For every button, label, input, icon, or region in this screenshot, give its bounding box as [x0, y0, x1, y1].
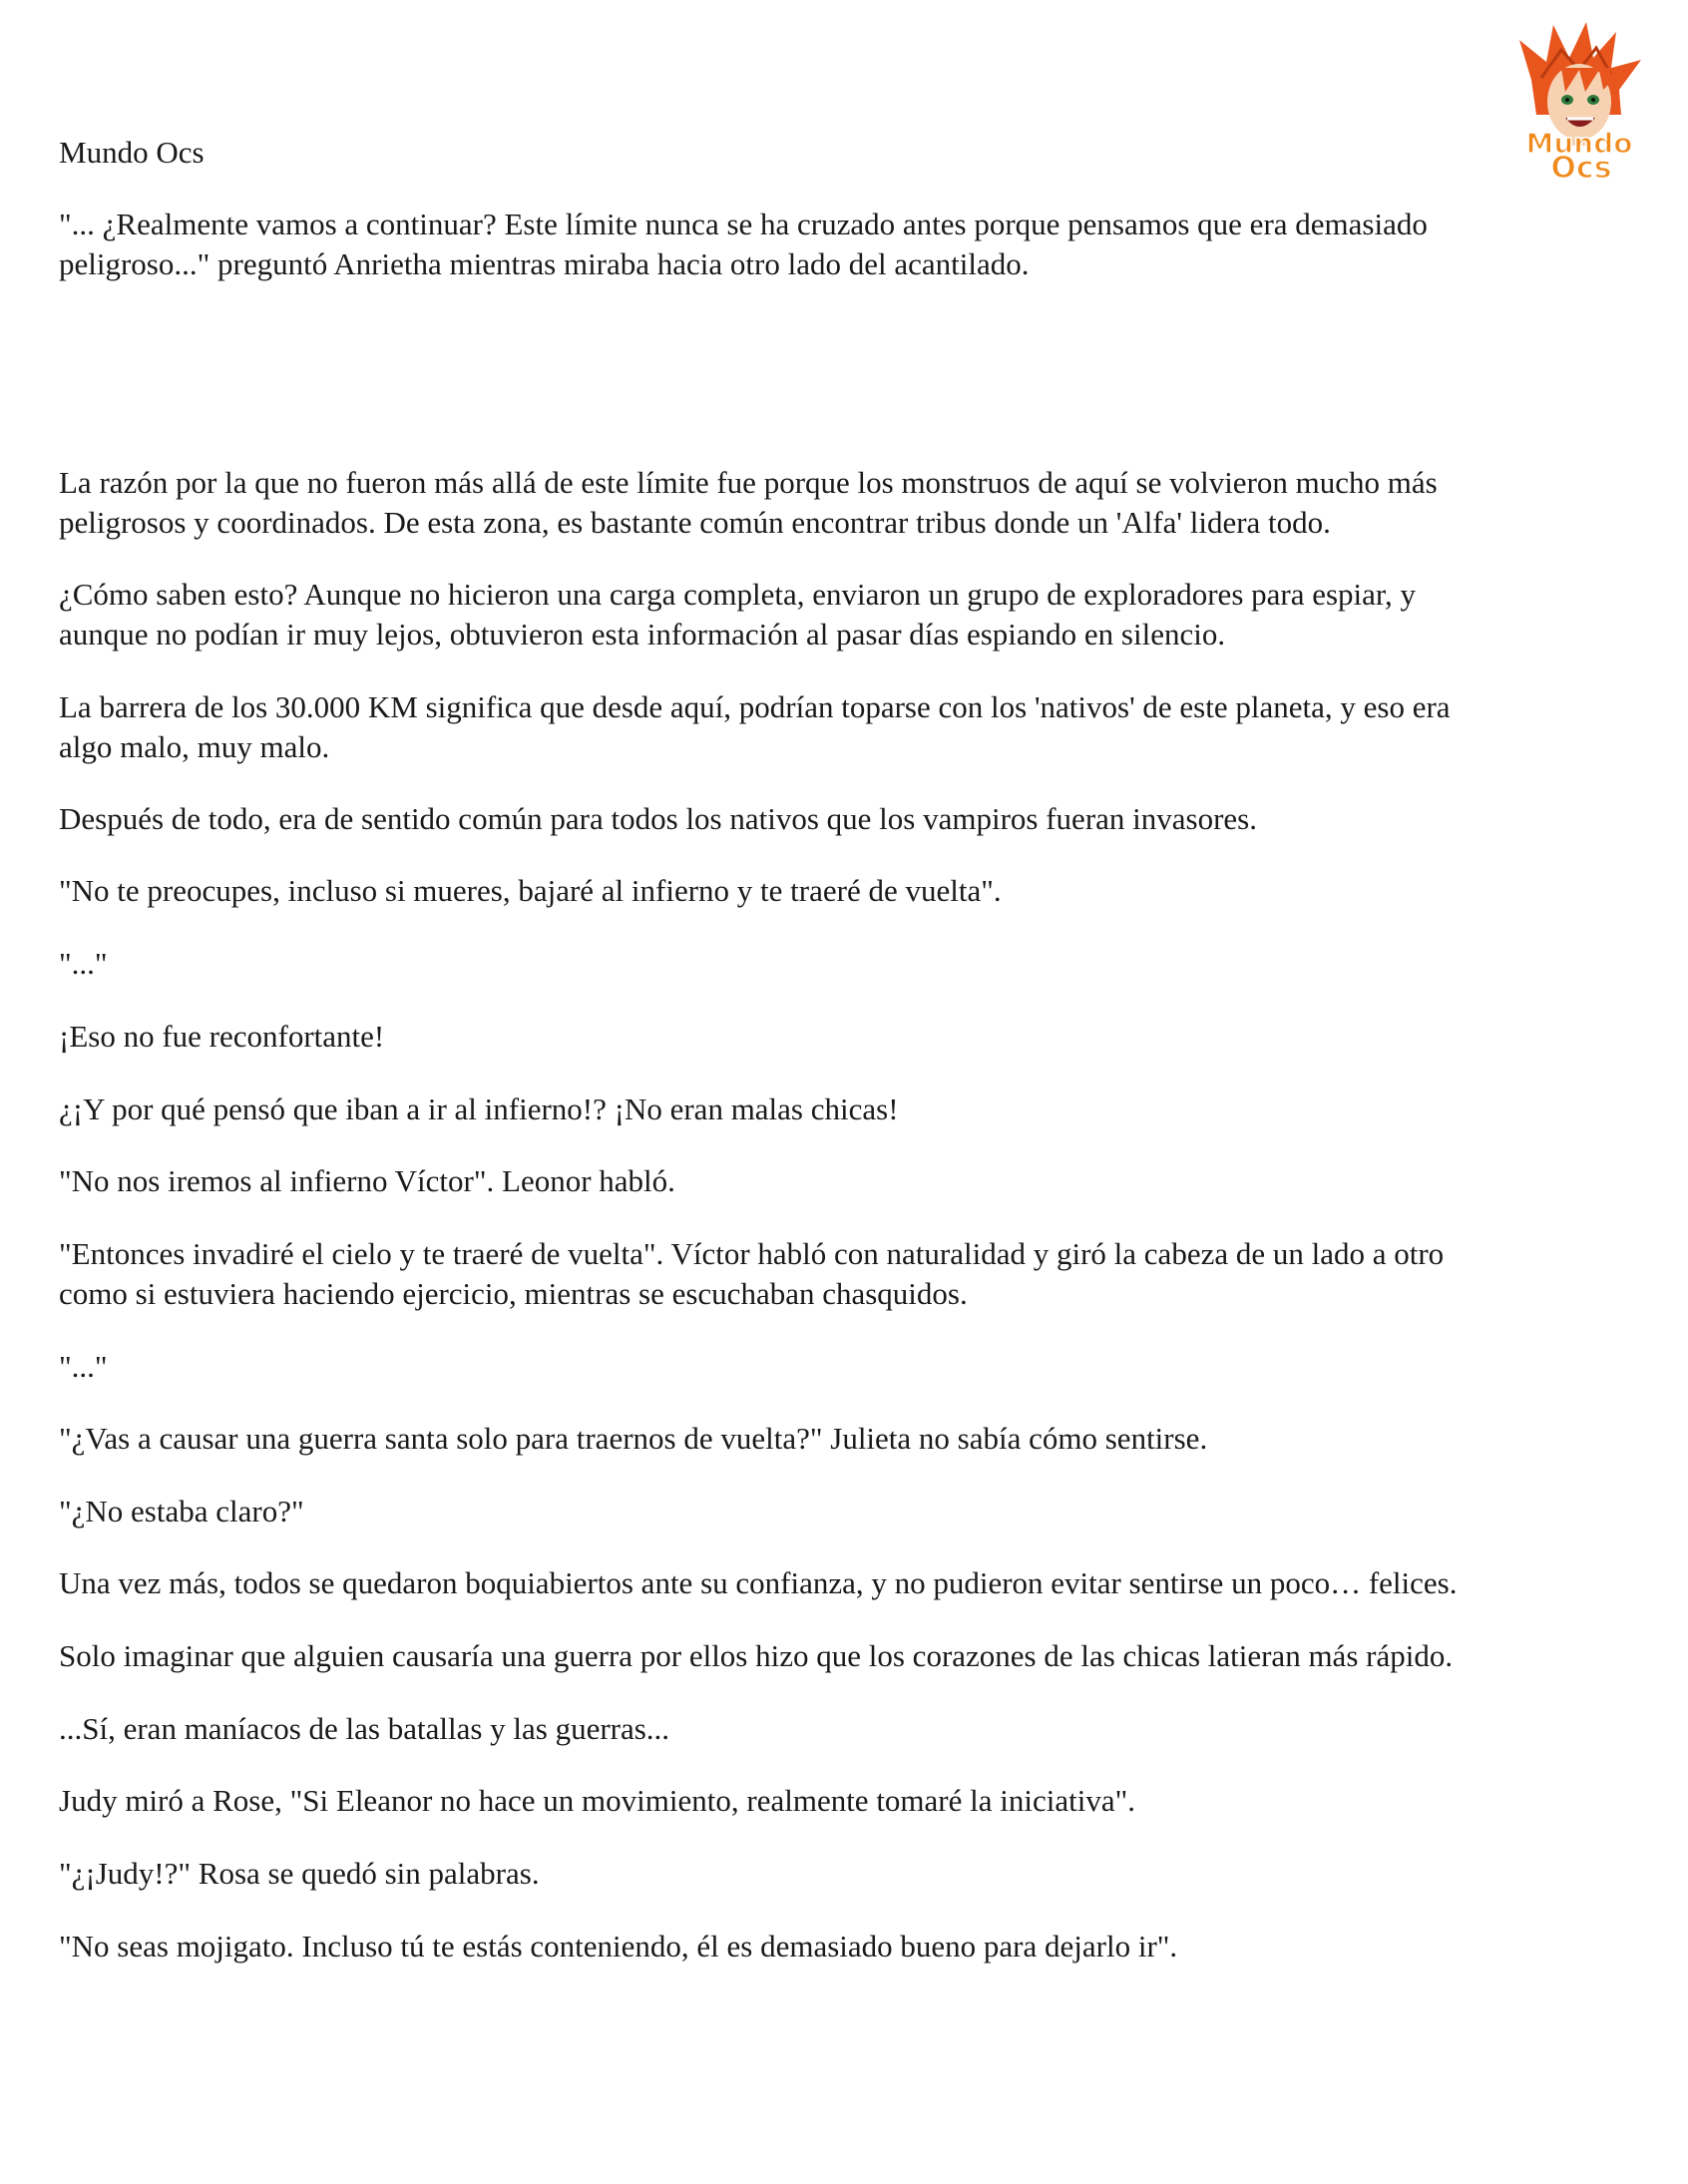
paragraph-line: "No seas mojigato. Incluso tú te estás conteniendo, él es demasiado bueno para dejarlo ir".	[59, 1929, 1178, 1964]
paragraph	[59, 575, 1645, 655]
paragraph-line: "¿¡Judy!?" Rosa se quedó sin palabras.	[59, 1856, 540, 1891]
paragraph-line: como si estuviera haciendo ejercicio, mientras se escuchaban chasquidos.	[59, 1276, 968, 1311]
paragraph	[59, 871, 1645, 911]
paragraph	[59, 687, 1645, 767]
svg-text:Ocs: Ocs	[1550, 151, 1612, 180]
paragraph-line: "..."	[59, 1349, 108, 1384]
paragraph-line: La barrera de los 30.000 KM significa que desde aquí, podrían toparse con los 'nativos' de este planeta, y eso era	[59, 689, 1451, 724]
paragraph	[59, 944, 1645, 984]
paragraph	[59, 1854, 1645, 1894]
paragraph-line: Una vez más, todos se quedaron boquiabiertos ante su confianza, y no pudieron evitar sentirse un poco… felices.	[59, 1565, 1458, 1600]
paragraph	[59, 1927, 1645, 1966]
paragraph-line: "¿No estaba claro?"	[59, 1494, 304, 1529]
paragraph-line: Después de todo, era de sentido común para todos los nativos que los vampiros fueran invasores.	[59, 801, 1257, 836]
paragraph	[59, 1636, 1645, 1676]
paragraph-line: ¿¡Y por qué pensó que iban a ir al infierno!? ¡No eran malas chicas!	[59, 1092, 899, 1126]
paragraph-line: Judy miró a Rose, "Si Eleanor no hace un movimiento, realmente tomaré la iniciativa".	[59, 1783, 1136, 1818]
paragraph-line: "Entonces invadiré el cielo y te traeré de vuelta". Víctor habló con naturalidad y giró la cabeza de un lado a otro	[59, 1236, 1445, 1271]
paragraph	[59, 1492, 1645, 1531]
paragraph	[59, 205, 1645, 284]
paragraph-line: "¿Vas a causar una guerra santa solo para traernos de vuelta?" Julieta no sabía cómo sentirse.	[59, 1421, 1208, 1456]
paragraph-line: algo malo, muy malo.	[59, 729, 330, 764]
mundo-ocs-logo	[1501, 20, 1656, 180]
paragraph-line: La razón por la que no fueron más allá de este límite fue porque los monstruos de aquí se volvieron mucho más	[59, 465, 1438, 500]
mascot-logo-icon	[1501, 20, 1656, 180]
paragraph	[59, 1347, 1645, 1387]
paragraph	[59, 1709, 1645, 1749]
paragraph	[59, 1781, 1645, 1821]
paragraph	[59, 1234, 1645, 1314]
paragraph	[59, 1161, 1645, 1201]
paragraph	[59, 1419, 1645, 1459]
paragraph-line: "No nos iremos al infierno Víctor". Leonor habló.	[59, 1163, 675, 1198]
paragraph-line: ...Sí, eran maníacos de las batallas y las guerras...	[59, 1711, 670, 1746]
paragraph-line: peligroso..." preguntó Anrietha mientras miraba hacia otro lado del acantilado.	[59, 246, 1030, 281]
paragraph	[59, 1090, 1645, 1129]
paragraph-line: peligrosos y coordinados. De esta zona, es bastante común encontrar tribus donde un 'Alfa' lidera todo.	[59, 505, 1331, 540]
paragraph-line: Solo imaginar que alguien causaría una guerra por ellos hizo que los corazones de las chicas latieran más rápido.	[59, 1638, 1454, 1673]
paragraph	[59, 1017, 1645, 1057]
document-header-title: Mundo Ocs	[59, 135, 205, 170]
paragraph-line: aunque no podían ir muy lejos, obtuvieron esta información al pasar días espiando en silencio.	[59, 617, 1226, 652]
paragraph-line: "... ¿Realmente vamos a continuar? Este límite nunca se ha cruzado antes porque pensamos que era demasiado	[59, 207, 1428, 241]
paragraph-line: ¡Eso no fue reconfortante!	[59, 1019, 385, 1054]
paragraph	[59, 1563, 1645, 1603]
paragraph	[59, 799, 1645, 839]
svg-text:Mundo: Mundo	[1525, 127, 1633, 160]
paragraph-line: "No te preocupes, incluso si mueres, bajaré al infierno y te traeré de vuelta".	[59, 873, 1002, 908]
paragraph-line: ¿Cómo saben esto? Aunque no hicieron una carga completa, enviaron un grupo de exploradores para espiar, y	[59, 577, 1417, 612]
paragraph-line: "..."	[59, 946, 108, 981]
paragraph	[59, 463, 1645, 543]
